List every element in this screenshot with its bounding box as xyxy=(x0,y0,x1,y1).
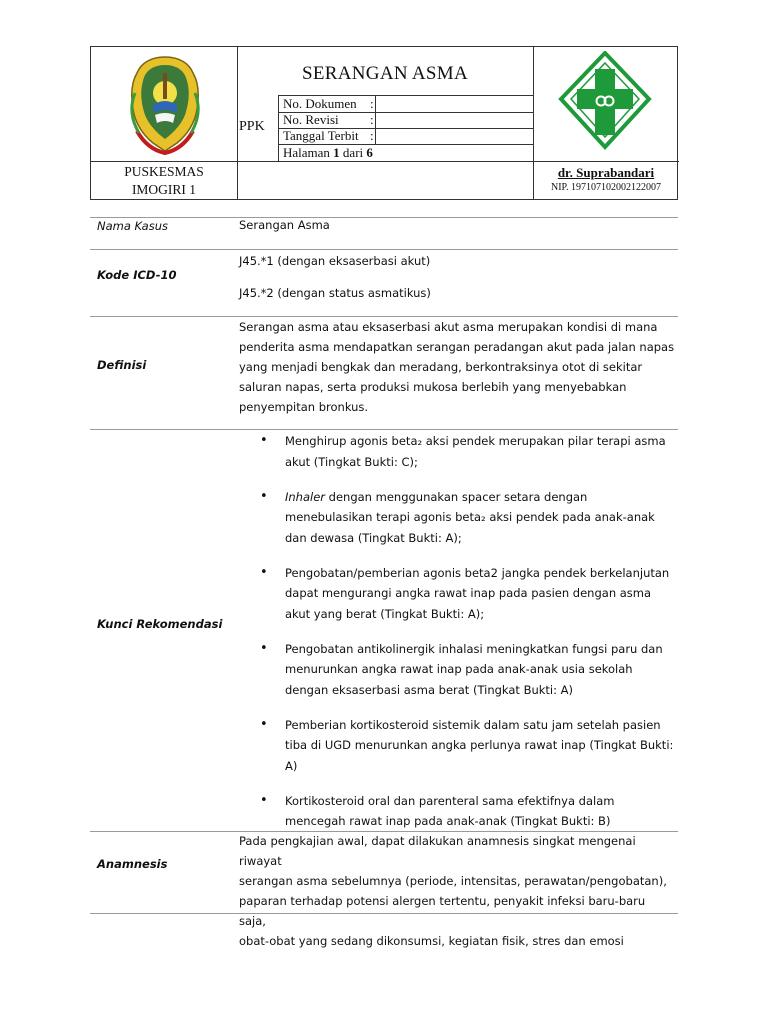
puskesmas-cross-logo xyxy=(557,51,653,151)
text-line: yang menjadi bengkak dan meradang, berkontraksinya otot di sekitar xyxy=(239,360,643,374)
meta-separator: : xyxy=(370,112,374,127)
text-line: saluran napas, serta produksi mukosa berlebih yang menyebabkan xyxy=(239,380,627,394)
meta-key: No. Revisi xyxy=(283,112,339,127)
label-anamnesis: Anamnesis xyxy=(97,857,168,871)
meta-row-tanggal-terbit xyxy=(278,127,534,144)
list-item: • Pengobatan/pemberian agonis beta2 jangka pendek berkelanjutan dapat mengurangi angka rawat inap pada pasien dengan asma akut yang berat (Tingkat Bukti: A); xyxy=(260,563,676,625)
divider xyxy=(90,913,678,914)
meta-key: Tanggal Terbit xyxy=(283,128,359,143)
anamnesis-text xyxy=(239,831,675,951)
meta-separator: : xyxy=(370,96,374,111)
recommendation-list xyxy=(260,431,676,846)
italic-term: Inhaler xyxy=(285,489,326,504)
text-line: obat-obat yang sedang dikonsumsi, kegiatan fisik, stres dan emosi xyxy=(239,934,624,948)
org-line-2: IMOGIRI 1 xyxy=(131,182,197,197)
page-current: 1 xyxy=(333,145,340,160)
divider xyxy=(90,429,678,430)
value-icd-line-1: J45.*1 (dengan eksaserbasi akut) xyxy=(239,254,431,268)
label-kunci-rekomendasi: Kunci Rekomendasi xyxy=(97,617,223,631)
list-item: • Menghirup agonis beta₂ aksi pendek merupakan pilar terapi asma akut (Tingkat Bukti: C); xyxy=(260,431,676,472)
page-indicator xyxy=(283,145,373,161)
value-nama-kasus: Serangan Asma xyxy=(239,218,330,232)
page-prefix: Halaman xyxy=(283,145,330,160)
signer-nip: NIP. 197107102002122007 xyxy=(550,182,661,193)
signer-name: dr. Suprabandari xyxy=(557,165,655,180)
list-item-text: dengan menggunakan spacer setara dengan menebulasikan terapi agonis beta₂ aksi pendek pada anak-anak dan dewasa (Tingkat Bukti: A); xyxy=(285,489,655,545)
ppk-label: PPK xyxy=(239,119,265,134)
list-item xyxy=(260,487,676,549)
meta-row-no-dokumen xyxy=(278,95,534,112)
divider xyxy=(90,249,678,250)
org-line-1: PUSKESMAS xyxy=(124,164,204,179)
definisi-text xyxy=(239,317,675,417)
document-title: SERANGAN ASMA xyxy=(302,63,468,84)
text-line: Serangan asma atau eksaserbasi akut asma merupakan kondisi di mana xyxy=(239,320,658,334)
meta-key: No. Dokumen xyxy=(283,96,357,111)
text-line: penderita asma mendapatkan serangan peradangan akut pada jalan napas xyxy=(239,340,675,354)
text-line: paparan terhadap potensi alergen tertentu, penyakit infeksi baru-baru saja, xyxy=(239,894,646,928)
value-icd-line-2: J45.*2 (dengan status asmatikus) xyxy=(239,286,431,300)
text-line: serangan asma sebelumnya (periode, intensitas, perawatan/pengobatan), xyxy=(239,874,667,888)
label-definisi: Definisi xyxy=(97,358,147,372)
list-item: • Kortikosteroid oral dan parenteral sama efektifnya dalam mencegah rawat inap pada anak-anak (Tingkat Bukti: B) xyxy=(260,791,676,832)
list-item: • Pemberian kortikosteroid sistemik dalam satu jam setelah pasien tiba di UGD menurunkan angka perlunya rawat inap (Tingkat Bukti: A) xyxy=(260,715,676,777)
organization-name xyxy=(91,163,237,199)
text-line: Pada pengkajian awal, dapat dilakukan anamnesis singkat mengenai riwayat xyxy=(239,834,636,868)
document-header xyxy=(90,46,678,200)
label-nama-kasus: Nama Kasus xyxy=(97,219,169,233)
page-total: 6 xyxy=(366,145,373,160)
meta-separator: : xyxy=(370,128,374,143)
label-kode-icd: Kode ICD-10 xyxy=(97,268,177,282)
regional-emblem-logo xyxy=(127,53,203,157)
page-between: dari xyxy=(342,145,364,160)
text-line: penyempitan bronkus. xyxy=(239,400,369,414)
meta-row-no-revisi xyxy=(278,111,534,128)
list-item: • Pengobatan antikolinergik inhalasi meningkatkan fungsi paru dan menurunkan angka rawat inap pada anak-anak usia sekolah dengan eksaserbasi asma berat (Tingkat Bukti: A) xyxy=(260,639,676,701)
